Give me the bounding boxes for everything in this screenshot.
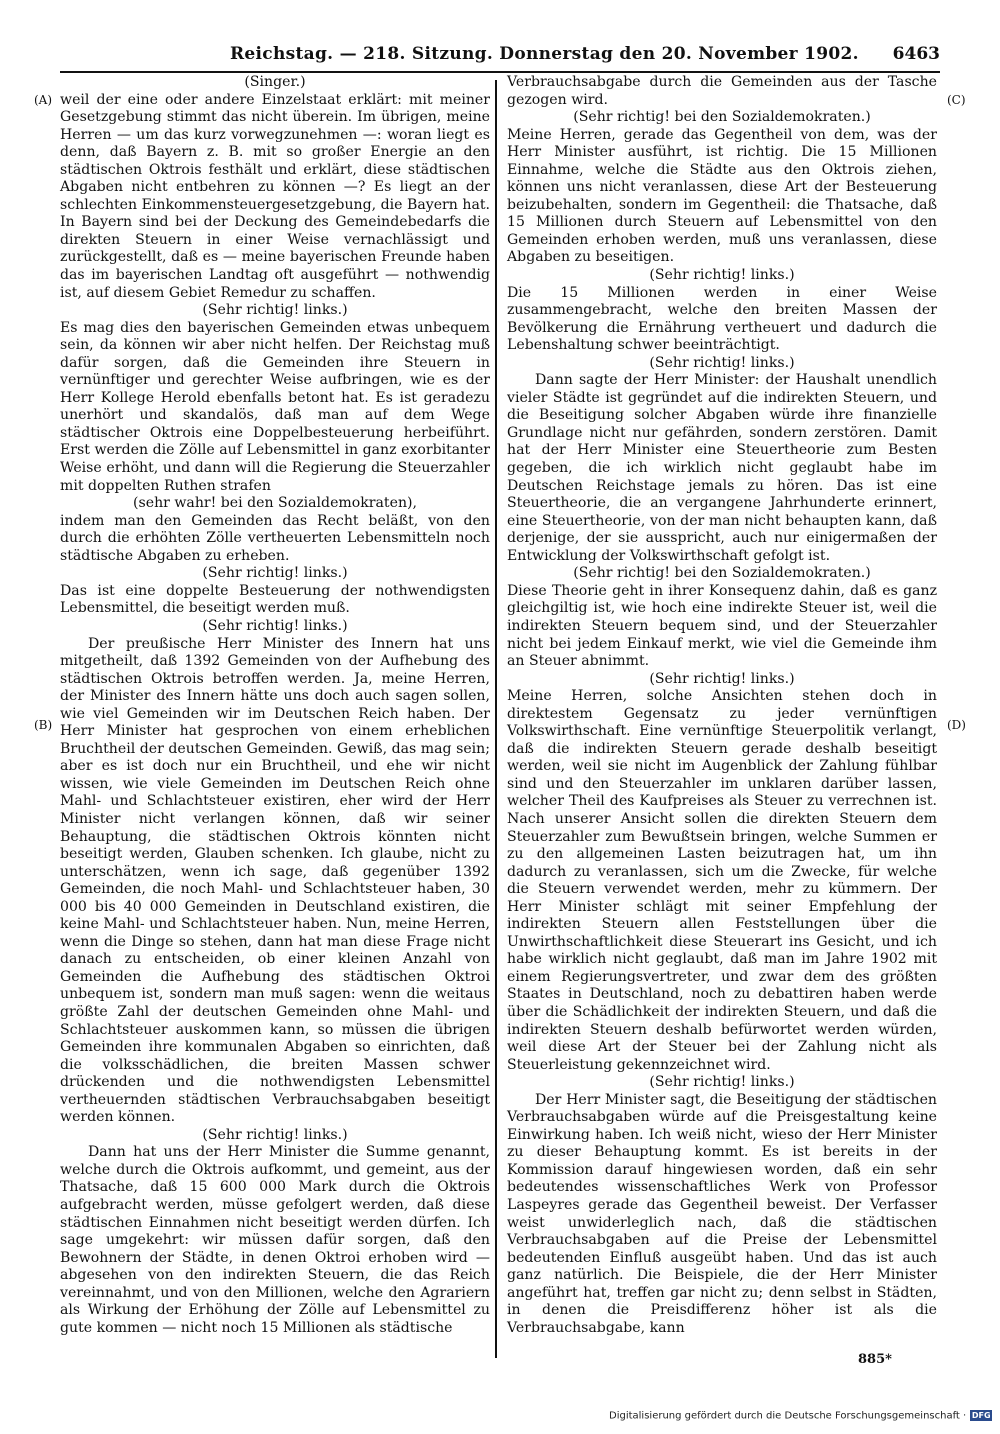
dfg-logo: DFG [971,1411,991,1420]
margin-letter-d: (D) [947,718,966,732]
left-column [60,74,490,1337]
interjection: (Sehr richtig! links.) [649,354,795,371]
interjection: (Sehr richtig! bei den Sozialdemokraten.) [573,109,871,126]
paragraph: Verbrauchsabgabe durch die Gemeinden aus der Tasche gezogen wird. [507,74,937,108]
paragraph: Dann sagte der Herr Minister: der Haushalt unendlich vieler Städte ist gegründet auf die indirekten Steuern, und die Beseitigung solcher Abgaben würde ihre finanzielle Grundlage nicht nur gefährden, sondern zerstören. Damit hat der Herr Minister eine Steuertheorie zum Besten gegeben, die ich wirklich nicht geglaubt habe im Deutschen Reichstage jemals zu hören. Das ist eine Steuertheorie, die an vergangene Jahrhunderte erinnert, eine Steuertheorie, von der man nicht behaupten kann, daß derjenige, der sie ausspricht, auch nur einigermaßen der Entwicklung der Volkswirthschaft gefolgt ist. [507,372,937,564]
paragraph: weil der eine oder andere Einzelstaat erklärt: mit meiner Gesetzgebung stimmt das nicht überein. Im übrigen, meine Herren — um das kurz vorwegzunehmen —: woran liegt es denn, daß Bayern z. B. mit so großer Energie an den städtischen Oktrois festhält und erklärt, diese städtischen Abgaben nicht entbehren zu können —? Es liegt an der schlechten Einkommensteuergesetzgebung, die Bayern hat. In Bayern sind bei der Deckung des Gemeindebedarfs die direkten Steuern in einer Weise vernachlässigt und zurückgestellt, daß es — meine bayerischen Freunde haben das im bayerischen Landtag oft ausgeführt — nothwendig ist, auf diesem Gebiet Remedur zu schaffen. [60,91,490,301]
interjection: (Sehr richtig! links.) [202,302,348,319]
interjection: (Singer.) [244,74,306,90]
page-number: 6463 [892,44,940,64]
paragraph: Die 15 Millionen werden in einer Weise zusammengebracht, welche den breiten Massen der Bevölkerung die Ernährung vertheuert und dadurch die Lebenshaltung schwer beeinträchtigt. [507,284,937,354]
signature-mark: 885* [858,1352,892,1367]
margin-letter-a: (A) [34,93,53,107]
paragraph: Diese Theorie geht in ihrer Konsequenz dahin, daß es ganz gleichgiltig ist, wie hoch eine indirekte Steuer ist, weil die indirekten Steuern bequem sind, und der Steuerzahler nicht bei jedem Einkauf merkt, wie viel die Gemeinde ihm an Steuer abnimmt. [507,582,937,670]
paragraph: indem man den Gemeinden das Recht beläßt, von den durch die erhöhten Zölle vertheuerten Lebensmitteln noch städtische Abgaben zu erheben. [60,512,490,564]
paragraph: Dann hat uns der Herr Minister die Summe genannt, welche durch die Oktrois aufkommt, und gemeint, aus der Thatsache, daß 15 600 000 Mark durch die Oktrois aufgebracht werden, müsse gefolgert werden, daß diese städtischen Einnahmen nicht beseitigt werden dürfen. Ich sage umgekehrt: wir müssen dafür sorgen, daß den Bewohnern der Städte, in denen Oktroi erhoben wird — abgesehen von den indirekten Steuern, die das Reich vereinnahmt, und von den Millionen, welche den Agrariern als Wirkung der Erhöhung der Zölle auf Lebensmittel zu gute kommen — nicht noch 15 Millionen als städtische [60,1144,490,1336]
interjection: (Sehr richtig! links.) [202,1126,348,1143]
header-rule [60,71,940,73]
margin-letter-b: (B) [34,718,53,732]
digitization-footer [609,1410,992,1422]
header-title: Reichstag. — 218. Sitzung. Donnerstag den 20. November 1902. [230,44,859,64]
interjection: (Sehr richtig! links.) [649,1074,795,1091]
margin-letter-c: (C) [947,93,966,107]
paragraph: Meine Herren, solche Ansichten stehen doch in direktestem Gegensatz zu jeder vernünftigen Volkswirthschaft. Eine vernünftige Steuerpolitik verlangt, daß die indirekten Steuern gerade deshalb beseitigt werden, weil sie nicht im Augenblick der Zahlung fühlbar sind und den Steuerzahler im unklaren darüber lassen, welcher Theil des Kaufpreises als Steuer zu verrechnen ist. Nach unserer Ansicht sollen die direkten Steuern dem Steuerzahler zum Bewußtsein bringen, welche Summen er zu den allgemeinen Lasten beizutragen hat, um ihn dadurch zu veranlassen, sich um die Zwecke, für welche die Steuern verwendet werden, mehr zu kümmern. Der Herr Minister schlägt mit seiner Empfehlung der indirekten Steuern allen Feststellungen über die Unwirthschaftlichkeit diese Steuerart ins Gesicht, und ich habe wirklich nicht geglaubt, daß man im Jahre 1902 mit einem Regierungsvertreter, und zwar dem des größten Staates in Deutschland, noch zu debattiren haben werde über die Schädlichkeit der indirekten Steuern, und daß die indirekten Steuern deshalb befürwortet werden würden, weil diese Art der Steuer bei der Zahlung nicht als Steuerleistung gekennzeichnet wird. [507,688,937,1073]
interjection: (Sehr richtig! links.) [202,617,348,634]
column-divider [495,80,497,1358]
paragraph: Das ist eine doppelte Besteuerung der nothwendigsten Lebensmittel, die beseitigt werden muß. [60,582,490,617]
interjection: (Sehr richtig! bei den Sozialdemokraten.) [573,565,871,582]
paragraph: Der preußische Herr Minister des Innern hat uns mitgetheilt, daß 1392 Gemeinden von der Aufhebung des städtischen Oktrois betroffen werden. Ja, meine Herren, der Minister des Innern hätte uns doch auch sagen sollen, wie viel Gemeinden wir im Deutschen Reich haben. Der Herr Minister hat gesprochen von einem erheblichen Bruchtheil der deutschen Gemeinden. Gewiß, das mag sein; aber es ist doch nur ein Bruchtheil, und ehe wir nicht wissen, wie viele Gemeinden im Deutschen Reich ohne Mahl- und Schlachtsteuer existiren, eher wird der Herr Minister nicht verlangen können, daß wir seiner Behauptung, die städtischen Oktrois könnten nicht beseitigt werden, Glauben schenken. Ich glaube, nicht zu unterschätzen, wenn ich sage, daß gegenüber 1392 Gemeinden, die noch Mahl- und Schlachtsteuer haben, 30 000 bis 40 000 Gemeinden in Deutschland existiren, die keine Mahl- und Schlachtsteuer haben. Nun, meine Herren, wenn die Dinge so stehen, dann hat man diese Frage nicht danach zu entscheiden, ob einer kleinen Anzahl von Gemeinden die Aufhebung des städtischen Oktroi unbequem ist, sondern man muß sagen: wenn die weitaus größte Zahl der deutschen Gemeinden ohne Mahl- und Schlachtsteuer auskommen kann, so müssen die übrigen Gemeinden ihre kommunalen Abgaben so einrichten, daß die volksschädlichen, die breiten Massen schwer drückenden und die nothwendigsten Lebensmittel vertheuernden städtischen Verbrauchsabgaben beseitigt werden können. [60,635,490,1126]
paragraph: Meine Herren, gerade das Gegentheil von dem, was der Herr Minister ausführt, ist richtig. Die 15 Millionen Einnahme, welche die Städte aus den Oktrois ziehen, können uns nicht veranlassen, diese Art der Besteuerung beizubehalten, sondern im Gegentheil: die Thatsache, daß 15 Millionen durch Steuern auf Lebensmittel von den Gemeinden erhoben werden, muß uns veranlassen, diese Abgaben zu beseitigen. [507,126,937,266]
paragraph: Es mag dies den bayerischen Gemeinden etwas unbequem sein, da können wir aber nicht helfen. Der Reichstag muß dafür sorgen, daß die Gemeinden ihre Steuern in vernünftiger und gerechter Weise aufbringen, wie es der Herr Kollege Herold ebenfalls betont hat. Es ist geradezu unerhört und skandalös, daß man auf dem Wege städtischer Oktrois eine Doppelbesteuerung herbeiführt. Erst werden die Zölle auf Lebensmittel in ganz exorbitanter Weise erhöht, und dann will die Regierung die Steuerzahler mit doppelten Ruthen strafen [60,319,490,494]
interjection: (Sehr richtig! links.) [649,267,795,284]
page-header [60,44,940,70]
footer-text: Digitalisierung gefördert durch die Deutsche Forschungsgemeinschaft · [609,1410,967,1422]
right-column [507,74,937,1337]
interjection: (Sehr richtig! links.) [649,670,795,687]
interjection: (Sehr richtig! links.) [202,565,348,582]
paragraph: Der Herr Minister sagt, die Beseitigung der städtischen Verbrauchsabgaben würde auf die Preisgestaltung keine Einwirkung haben. Ich weiß nicht, wieso der Herr Minister zu dieser Behauptung kommt. Es ist bereits in der Kommission darauf hingewiesen worden, daß ein sehr bedeutendes wissenschaftliches Werk von Professor Laspeyres gerade das Gegentheil beweist. Der Verfasser weist unwiderleglich nach, daß die städtischen Verbrauchsabgaben auf die Preise der Lebensmittel bedeutenden Einfluß ausgeübt haben. Und das ist auch ganz natürlich. Die Beispiele, die der Herr Minister angeführt hat, treffen gar nicht zu; denn selbst in Städten, in denen die Preisdifferenz höher ist als die Verbrauchsabgabe, kann [507,1091,937,1336]
interjection: (sehr wahr! bei den Sozialdemokraten), [133,495,417,512]
